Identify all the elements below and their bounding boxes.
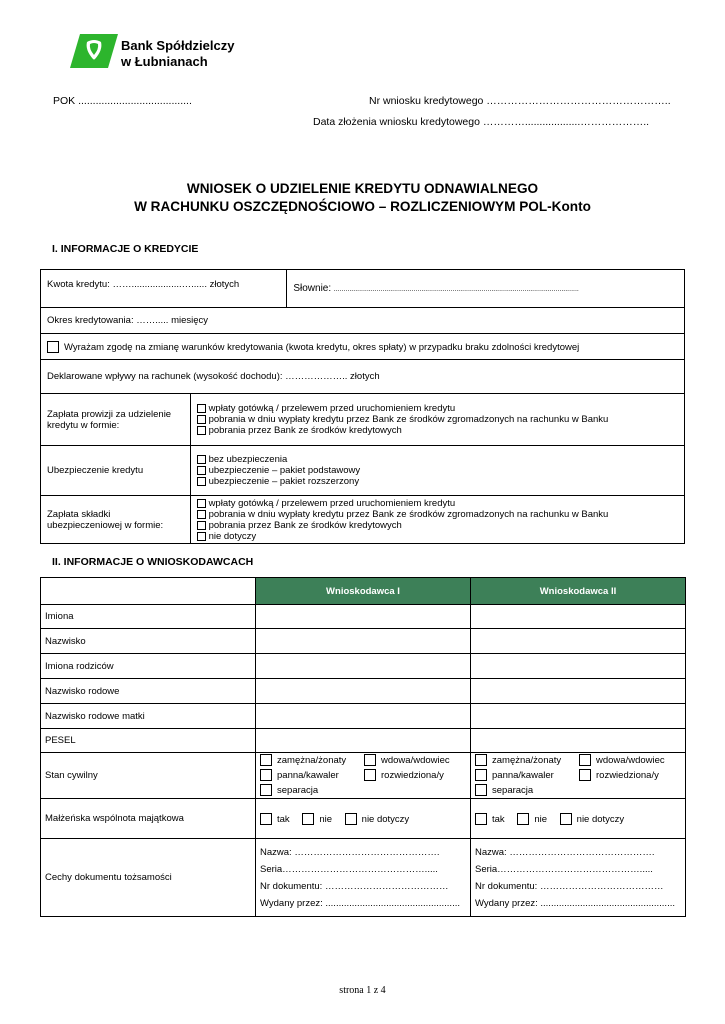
option-label: nie: [534, 813, 548, 825]
option-label: nie dotyczy: [361, 813, 410, 825]
applicant-2-joint-property: [471, 799, 686, 839]
joint-property-option[interactable]: [345, 814, 410, 825]
checkbox[interactable]: [260, 784, 272, 796]
option-label: bez ubezpieczenia: [208, 454, 288, 465]
commission-label: Zapłata prowizji za udzielenie kredytu w formie:: [47, 408, 172, 431]
pok-field[interactable]: POK .......................................: [53, 95, 192, 107]
id-doc-issuer-field[interactable]: Wydany przez: ...................................................: [260, 897, 460, 909]
commission-option-2[interactable]: [197, 414, 678, 425]
option-label: panna/kawaler: [277, 770, 339, 781]
row-label-cechy: Cechy dokumentu tożsamości: [41, 839, 256, 917]
commission-label-cell: [41, 394, 191, 446]
checkbox[interactable]: [475, 769, 487, 781]
credit-period-cell[interactable]: [41, 308, 685, 334]
id-doc-number-field[interactable]: Nr dokumentu: …………………………………: [260, 880, 449, 892]
applicant-2-maiden-name-input[interactable]: [471, 679, 686, 704]
checkbox[interactable]: [197, 532, 206, 541]
option-label: wpłaty gotówką / przelewem przed uruchomieniem kredytu: [208, 497, 456, 509]
applicant-1-header: Wnioskodawca I: [256, 578, 471, 605]
checkbox[interactable]: [475, 813, 487, 825]
option-label: zamężna/żonaty: [492, 755, 562, 766]
insurance-option-3[interactable]: [197, 476, 678, 487]
premium-options: [190, 496, 684, 544]
commission-options: [190, 394, 684, 446]
row-label-wspolnosc: Małżeńska wspólnota majątkowa: [41, 799, 256, 839]
checkbox[interactable]: [302, 813, 314, 825]
premium-option-2[interactable]: [197, 509, 678, 520]
table-row: [41, 679, 686, 704]
consent-cell[interactable]: [41, 334, 685, 360]
option-label: tak: [277, 813, 290, 825]
application-date-field[interactable]: Data złożenia wniosku kredytowego …………...................………………..: [313, 116, 650, 128]
row-label-stan-cywilny: Stan cywilny: [41, 753, 256, 799]
option-label: wdowa/wdowiec: [596, 755, 665, 766]
checkbox[interactable]: [197, 404, 206, 413]
checkbox[interactable]: [579, 754, 591, 766]
table-row: [41, 704, 686, 729]
joint-property-option[interactable]: [560, 814, 625, 825]
checkbox[interactable]: [197, 510, 206, 519]
marital-option[interactable]: [475, 754, 579, 767]
applicant-2-id-document: [471, 839, 686, 917]
bank-logo-icon: [70, 33, 118, 69]
checkbox[interactable]: [364, 754, 376, 766]
table-row: [41, 839, 686, 917]
insurance-option-1[interactable]: [197, 454, 678, 465]
id-doc-number-field[interactable]: Nr dokumentu: …………………………………: [475, 880, 664, 892]
commission-option-1[interactable]: [197, 403, 678, 414]
checkbox[interactable]: [364, 769, 376, 781]
applicant-2-pesel-input[interactable]: [471, 729, 686, 753]
table-row: [41, 753, 686, 799]
insurance-option-2[interactable]: [197, 465, 678, 476]
option-label: ubezpieczenie – pakiet rozszerzony: [208, 476, 360, 487]
commission-option-3[interactable]: [197, 425, 678, 436]
applicant-1-nazwisko-input[interactable]: [256, 629, 471, 654]
option-label: separacja: [277, 785, 319, 796]
option-label: wdowa/wdowiec: [381, 755, 450, 766]
checkbox[interactable]: [197, 521, 206, 530]
applicant-2-imiona-input[interactable]: [471, 605, 686, 629]
checkbox[interactable]: [475, 754, 487, 766]
section-1-heading: I. INFORMACJE O KREDYCIE: [52, 243, 199, 255]
option-label: pobrania przez Bank ze środków kredytowych: [208, 425, 402, 436]
option-label: separacja: [492, 785, 534, 796]
option-label: rozwiedziona/y: [381, 770, 444, 781]
marital-option[interactable]: [260, 784, 364, 797]
option-label: tak: [492, 813, 505, 825]
page-number: strona 1 z 4: [339, 985, 386, 996]
document-title-line1: WNIOSEK O UDZIELENIE KREDYTU ODNAWIALNEGO: [186, 181, 539, 196]
marital-option[interactable]: [579, 754, 683, 767]
credit-period-field[interactable]: Okres kredytowania: ……..... miesięcy: [47, 315, 209, 326]
applicant-1-imiona-input[interactable]: [256, 605, 471, 629]
consent-checkbox[interactable]: [47, 341, 59, 353]
row-label-nazwisko-rodowe: Nazwisko rodowe: [41, 679, 256, 704]
row-label-pesel: PESEL: [41, 729, 256, 753]
checkbox[interactable]: [260, 769, 272, 781]
applicant-1-mother-maiden-input[interactable]: [256, 704, 471, 729]
id-doc-name-field[interactable]: Nazwa: ……………………………………….: [475, 846, 655, 858]
amount-in-words-cell[interactable]: [287, 270, 685, 308]
premium-option-1[interactable]: [197, 498, 678, 509]
bank-name-line1: Bank Spółdzielczy: [121, 38, 235, 53]
insurance-options: [190, 446, 684, 496]
checkbox[interactable]: [260, 813, 272, 825]
option-label: nie dotyczy: [208, 530, 257, 542]
table-row: [41, 629, 686, 654]
bank-name: [121, 38, 234, 70]
applicant-1-pesel-input[interactable]: [256, 729, 471, 753]
section-2-heading: II. INFORMACJE O WNIOSKODAWCACH: [52, 556, 254, 568]
checkbox[interactable]: [560, 813, 572, 825]
id-doc-series-field[interactable]: Seria……………………………………….....: [260, 863, 438, 875]
option-label: pobrania w dniu wypłaty kredytu przez Bank ze środków zgromadzonych na rachunku w Banku: [208, 414, 609, 425]
table-row: [41, 729, 686, 753]
option-label: panna/kawaler: [492, 770, 554, 781]
applicant-2-mother-maiden-input[interactable]: [471, 704, 686, 729]
id-doc-name-field[interactable]: Nazwa: ……………………………………….: [260, 846, 440, 858]
table-row: [41, 799, 686, 839]
option-label: ubezpieczenie – pakiet podstawowy: [208, 465, 361, 476]
premium-label-cell: [41, 496, 191, 544]
checkbox[interactable]: [197, 426, 206, 435]
applicant-1-marital-status: [256, 753, 471, 799]
marital-option[interactable]: [260, 769, 364, 782]
option-label: pobrania przez Bank ze środków kredytowych: [208, 519, 402, 531]
applicant-2-header: Wnioskodawca II: [471, 578, 686, 605]
marital-option[interactable]: [475, 784, 579, 797]
applicant-1-maiden-name-input[interactable]: [256, 679, 471, 704]
credit-amount-field[interactable]: Kwota kredytu: ……...................…...... złotych: [47, 279, 240, 290]
option-label: wpłaty gotówką / przelewem przed uruchomieniem kredytu: [208, 403, 456, 414]
premium-option-3[interactable]: [197, 520, 678, 531]
applicant-2-marital-status: [471, 753, 686, 799]
declared-income-field[interactable]: Deklarowane wpływy na rachunek (wysokość dochodu): ……………….. złotych: [47, 371, 380, 382]
joint-property-option[interactable]: [260, 814, 290, 825]
checkbox[interactable]: [260, 754, 272, 766]
header-blank-cell: [41, 578, 256, 605]
joint-property-option[interactable]: [475, 814, 505, 825]
checkbox[interactable]: [197, 455, 206, 464]
checkbox[interactable]: [197, 466, 206, 475]
marital-option[interactable]: [260, 754, 364, 767]
checkbox[interactable]: [475, 784, 487, 796]
joint-property-option[interactable]: [302, 814, 332, 825]
row-label-nazwisko-rodowe-matki: Nazwisko rodowe matki: [41, 704, 256, 729]
bank-name-line2: w Łubnianach: [121, 54, 208, 69]
option-label: nie: [319, 813, 333, 825]
joint-property-option[interactable]: [517, 814, 547, 825]
application-number-field[interactable]: Nr wniosku kredytowego ……………………………………………..: [369, 95, 671, 107]
document-title-line2: W RACHUNKU OSZCZĘDNOŚCIOWO – ROZLICZENIOWYM POL-Konto: [134, 199, 591, 214]
amount-in-words-field[interactable]: ..............................................................................................................................: [333, 286, 579, 293]
table-row: [41, 605, 686, 629]
id-doc-series-field[interactable]: Seria……………………………………….....: [475, 863, 653, 875]
marital-option[interactable]: [364, 754, 468, 767]
declared-income-cell[interactable]: [41, 360, 685, 394]
checkbox[interactable]: [197, 499, 206, 508]
row-label-nazwisko: Nazwisko: [41, 629, 256, 654]
option-label: rozwiedziona/y: [596, 770, 659, 781]
applicant-1-joint-property: [256, 799, 471, 839]
marital-option[interactable]: [579, 769, 683, 782]
checkbox[interactable]: [197, 477, 206, 486]
insurance-label: Ubezpieczenie kredytu: [47, 465, 144, 476]
credit-amount-cell[interactable]: [41, 270, 287, 308]
premium-label: Zapłata składki ubezpieczeniowej w formie:: [47, 508, 164, 531]
checkbox[interactable]: [517, 813, 529, 825]
applicant-1-parents-input[interactable]: [256, 654, 471, 679]
applicant-1-id-document: [256, 839, 471, 917]
premium-option-4[interactable]: [197, 531, 678, 542]
applicant-2-nazwisko-input[interactable]: [471, 629, 686, 654]
row-label-imiona-rodzicow: Imiona rodziców: [41, 654, 256, 679]
option-label: nie dotyczy: [576, 813, 625, 825]
consent-label: Wyrażam zgodę na zmianę warunków kredytowania (kwota kredytu, okres spłaty) w przypadku braku zdolności kredytowej: [64, 341, 580, 353]
row-label-imiona: Imiona: [41, 605, 256, 629]
credit-info-table: [40, 269, 685, 544]
marital-option[interactable]: [364, 769, 468, 782]
table-row: [41, 654, 686, 679]
checkbox[interactable]: [345, 813, 357, 825]
applicant-2-parents-input[interactable]: [471, 654, 686, 679]
option-label: zamężna/żonaty: [277, 755, 347, 766]
option-label: pobrania w dniu wypłaty kredytu przez Bank ze środków zgromadzonych na rachunku w Banku: [208, 508, 609, 520]
applicants-table: [40, 577, 686, 917]
id-doc-issuer-field[interactable]: Wydany przez: ...................................................: [475, 897, 675, 909]
checkbox[interactable]: [579, 769, 591, 781]
marital-option[interactable]: [475, 769, 579, 782]
checkbox[interactable]: [197, 415, 206, 424]
amount-in-words-label: Słownie:: [293, 283, 332, 294]
insurance-label-cell: [41, 446, 191, 496]
